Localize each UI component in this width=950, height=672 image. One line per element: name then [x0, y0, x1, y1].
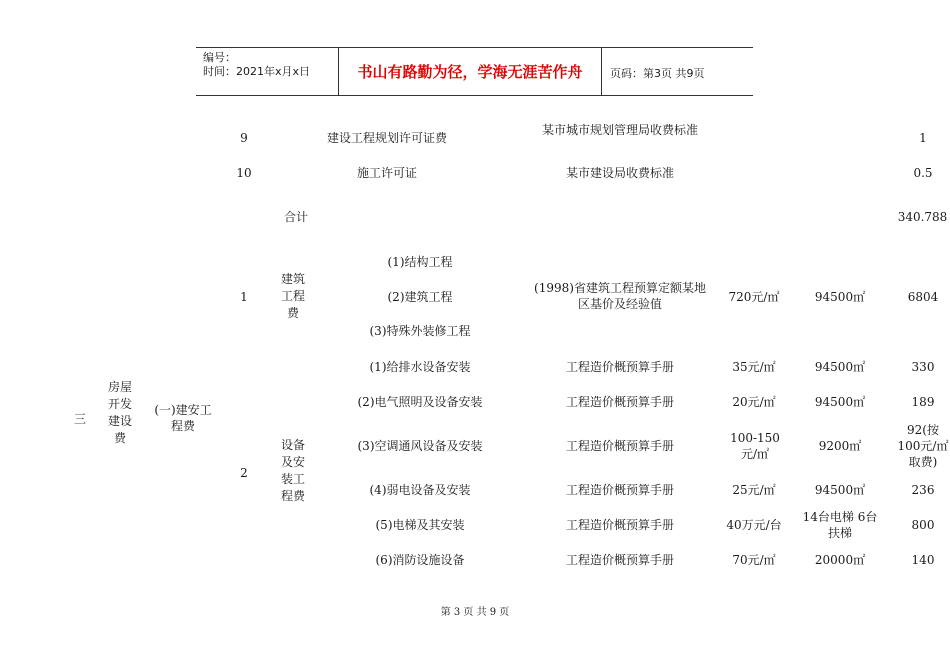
item-name: (4)弱电设备及安装 — [369, 483, 471, 497]
quantity: 94500㎡ — [814, 483, 866, 497]
date-label: 时间：2021年x月x日 — [203, 65, 311, 78]
unit-price: 35元/㎡ — [732, 360, 776, 374]
subsection-name: (一)建安工程费 — [154, 403, 212, 433]
basis-text: 某市建设局收费标准 — [565, 166, 674, 180]
basis-text: 工程造价概预算手册 — [565, 483, 674, 497]
unit-price: 70元/㎡ — [732, 553, 776, 567]
basis-text: 工程造价概预算手册 — [565, 439, 674, 453]
header-page-label: 页码：第3页 共9页 — [610, 67, 705, 80]
item-name: (6)消防设施设备 — [375, 553, 465, 567]
amount: 140 — [911, 553, 935, 567]
amount: 92(按100元/㎡取费) — [897, 423, 949, 469]
item-name: (2)建筑工程 — [387, 290, 453, 304]
quantity: 94500㎡ — [814, 290, 866, 304]
item-name: (5)电梯及其安装 — [375, 518, 465, 532]
header-motto: 书山有路勤为径，学海无涯苦作舟 — [357, 63, 583, 81]
unit-price: 100-150元/㎡ — [730, 431, 780, 461]
quantity: 14台电梯 6台扶梯 — [802, 510, 878, 540]
unit-price: 25元/㎡ — [732, 483, 776, 497]
subtotal-amount: 340.788 — [897, 210, 948, 224]
group-number: 1 — [240, 290, 248, 304]
basis-text: 工程造价概预算手册 — [565, 360, 674, 374]
section-number: 三 — [73, 412, 86, 426]
amount: 0.5 — [913, 166, 933, 180]
quantity: 94500㎡ — [814, 360, 866, 374]
amount: 800 — [911, 518, 935, 532]
unit-price: 720元/㎡ — [728, 290, 780, 304]
item-name: 建设工程规划许可证费 — [326, 131, 447, 145]
item-name: 施工许可证 — [356, 166, 417, 180]
item-name: (1)给排水设备安装 — [369, 360, 471, 374]
subtotal-label: 合计 — [283, 210, 308, 224]
amount: 1 — [919, 131, 927, 145]
group-number: 2 — [240, 466, 248, 480]
basis-text: 工程造价概预算手册 — [565, 395, 674, 409]
item-name: (3)空调通风设备及安装 — [357, 439, 483, 453]
item-name: (3)特殊外装修工程 — [369, 324, 471, 338]
section-name: 房屋开发建设费 — [107, 380, 132, 445]
amount: 236 — [911, 483, 935, 497]
item-name: (1)结构工程 — [387, 255, 453, 269]
unit-price: 40万元/台 — [726, 518, 782, 532]
quantity: 20000㎡ — [814, 553, 866, 567]
unit-price: 20元/㎡ — [732, 395, 776, 409]
group-name: 建筑工程费 — [280, 272, 305, 320]
amount: 6804 — [907, 290, 939, 304]
basis-text: (1998)省建筑工程预算定额某地区基价及经验值 — [534, 281, 706, 311]
serial-label: 编号： — [203, 51, 236, 64]
basis-text: 工程造价概预算手册 — [565, 553, 674, 567]
quantity: 9200㎡ — [818, 439, 862, 453]
amount: 189 — [911, 395, 935, 409]
row-number: 10 — [236, 166, 252, 180]
amount: 330 — [911, 360, 935, 374]
group-name: 设备及安装工程费 — [280, 438, 305, 503]
basis-text: 工程造价概预算手册 — [565, 518, 674, 532]
basis-text: 某市城市规划管理局收费标准 — [541, 123, 698, 137]
quantity: 94500㎡ — [814, 395, 866, 409]
row-number: 9 — [240, 131, 248, 145]
page-footer: 第 3 页 共 9 页 — [440, 607, 510, 618]
item-name: (2)电气照明及设备安装 — [357, 395, 483, 409]
